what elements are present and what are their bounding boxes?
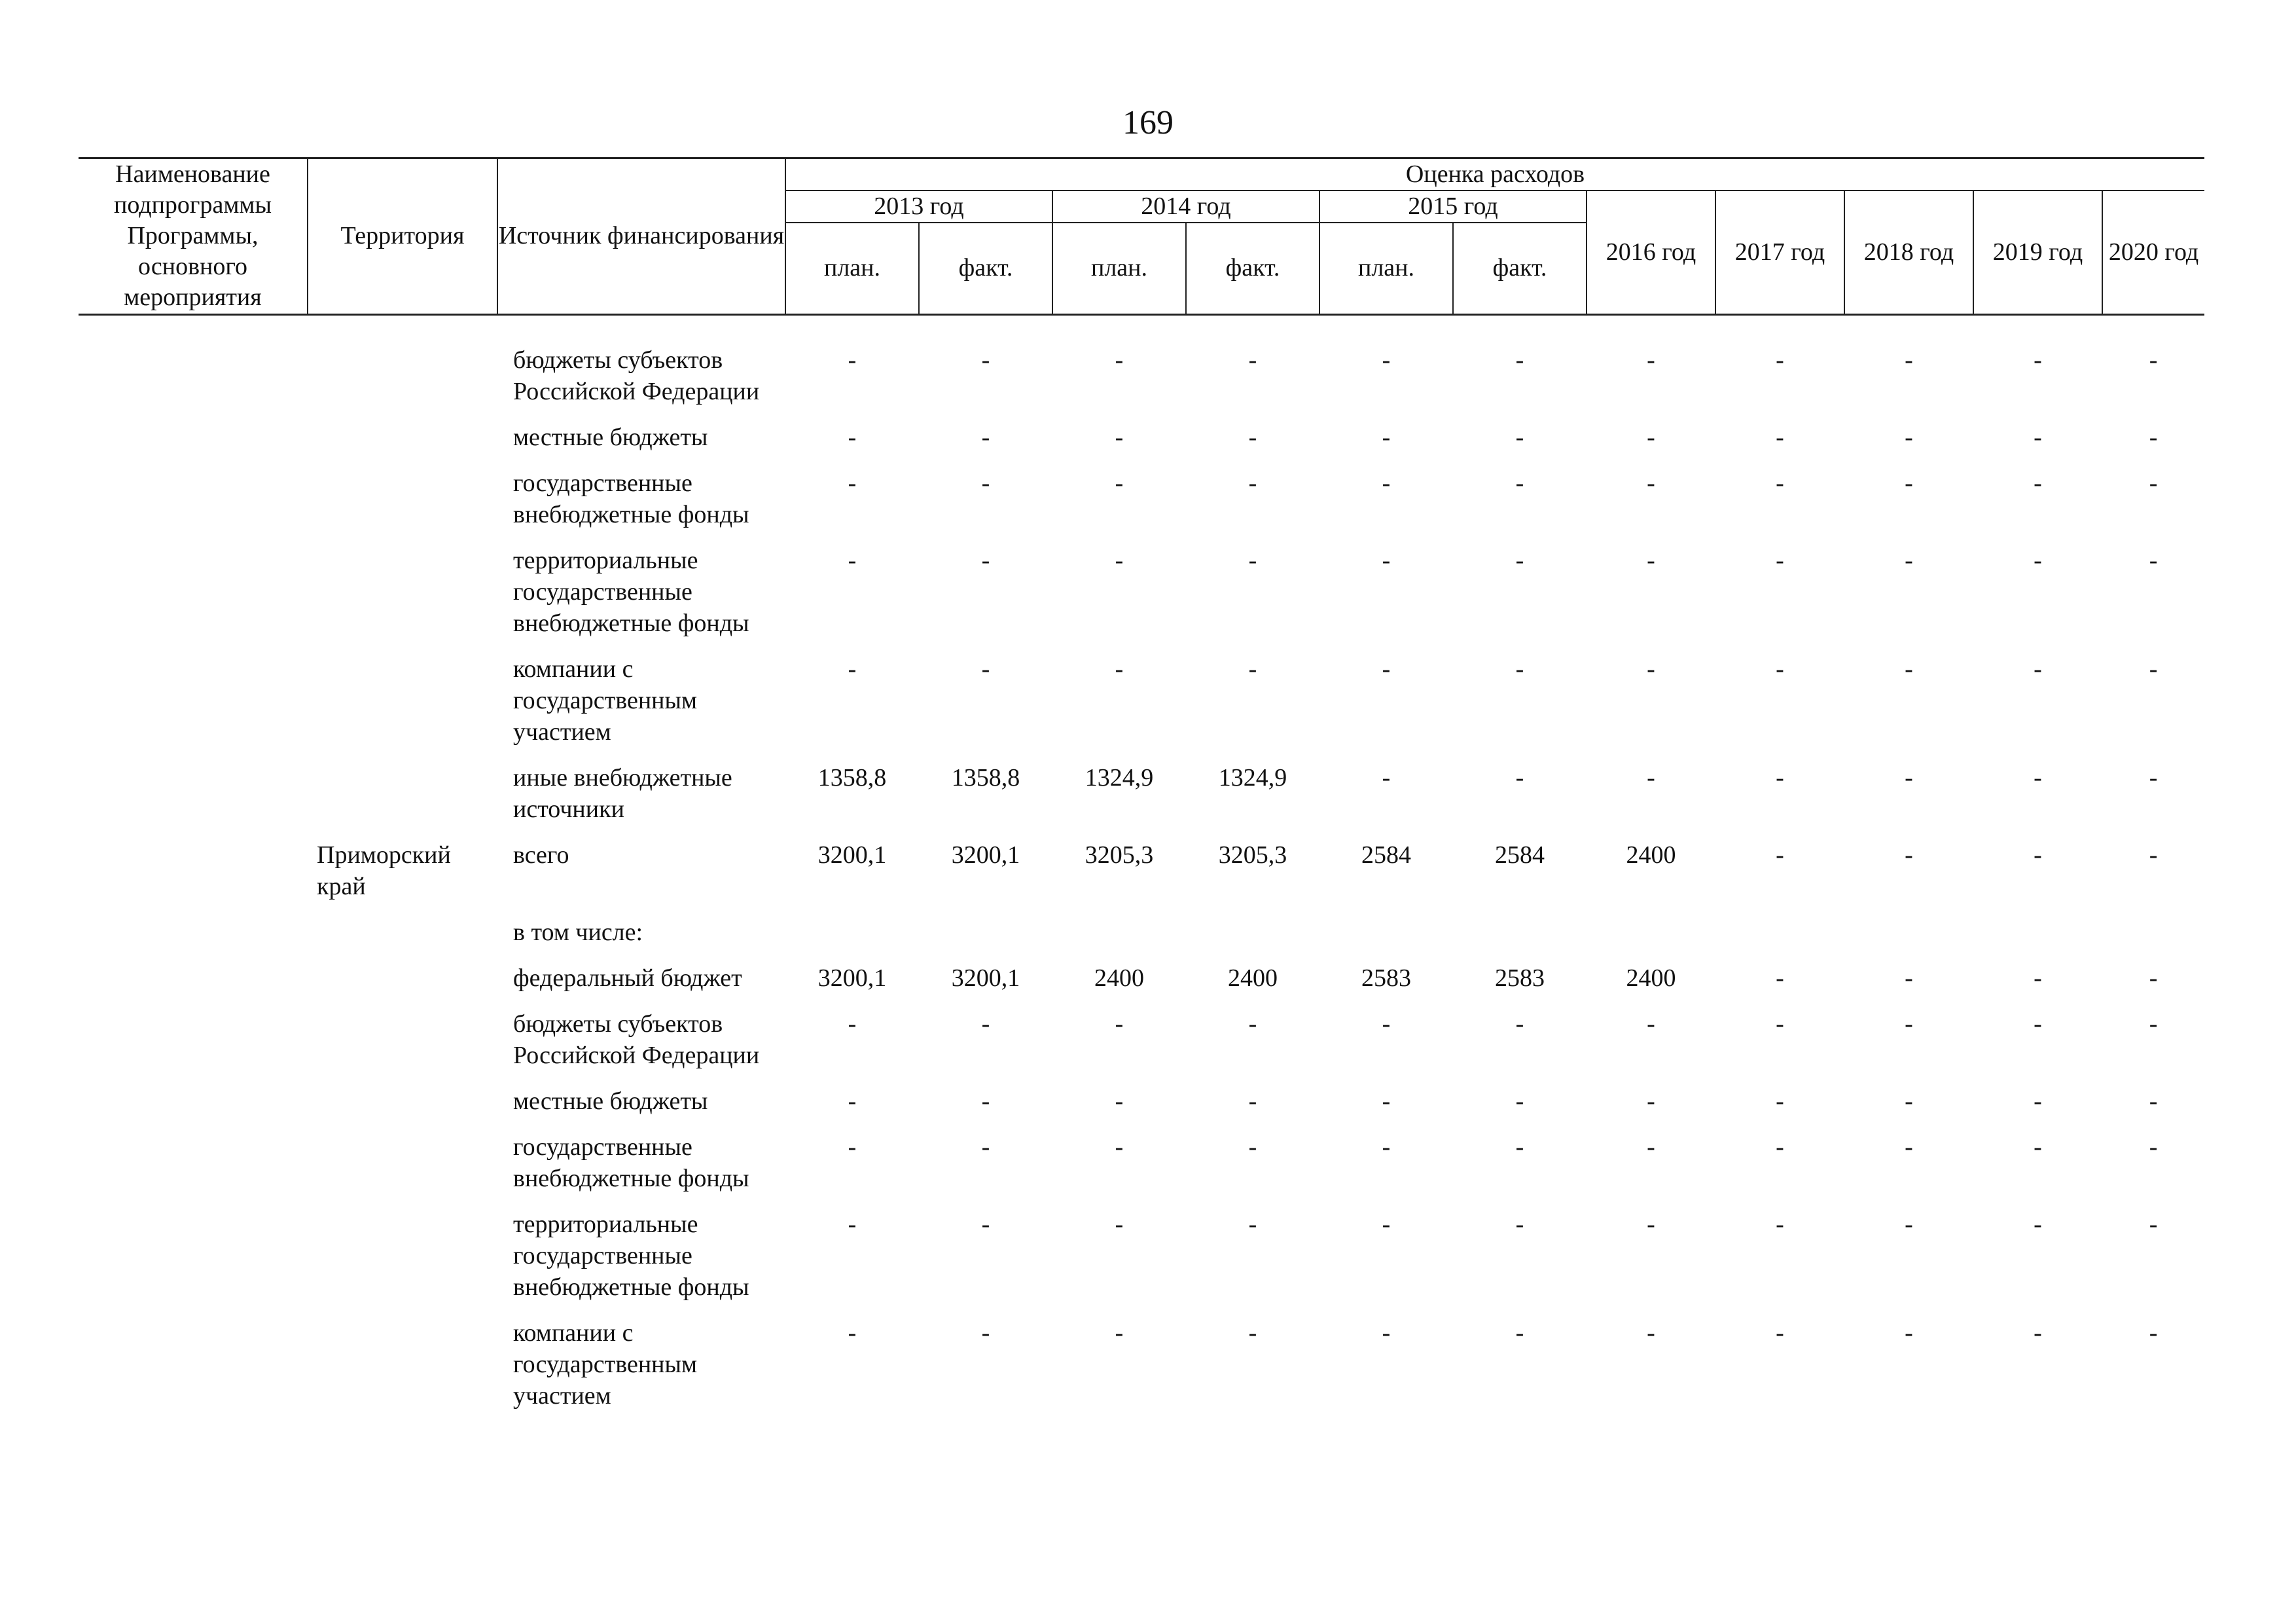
header-2015-plan: план. bbox=[1319, 223, 1453, 314]
amount-cell: - bbox=[1776, 763, 1784, 792]
amount-cell: - bbox=[1905, 1133, 1913, 1161]
amount-cell: - bbox=[848, 1319, 857, 1347]
amount-cell: 2584 bbox=[1495, 841, 1545, 869]
table-row bbox=[79, 653, 2204, 762]
territory-cell bbox=[308, 917, 497, 962]
amount-cell: - bbox=[2034, 655, 2042, 683]
amount-cell: - bbox=[2149, 469, 2158, 497]
territory-cell bbox=[308, 422, 497, 467]
amount-cell: - bbox=[1905, 841, 1913, 869]
territory-cell bbox=[308, 1131, 497, 1209]
amount-cell: - bbox=[2034, 423, 2042, 451]
amount-cell bbox=[785, 917, 919, 962]
program-name-cell bbox=[79, 762, 308, 839]
territory-cell bbox=[308, 1008, 497, 1085]
amount-cell: - bbox=[1647, 1087, 1655, 1115]
header-year-2014: 2014 год bbox=[1052, 191, 1319, 223]
amount-cell: - bbox=[2034, 1319, 2042, 1347]
amount-cell: - bbox=[1905, 346, 1913, 374]
amount-cell: - bbox=[1647, 1010, 1655, 1038]
amount-cell: - bbox=[2149, 841, 2158, 869]
amount-cell: 2583 bbox=[1361, 964, 1411, 992]
amount-cell: - bbox=[1115, 655, 1124, 683]
amount-cell: - bbox=[981, 469, 990, 497]
amount-cell: - bbox=[1382, 1010, 1391, 1038]
amount-cell: - bbox=[1776, 841, 1784, 869]
amount-cell: - bbox=[2149, 1010, 2158, 1038]
amount-cell: - bbox=[1515, 346, 1524, 374]
amount-cell: - bbox=[981, 1319, 990, 1347]
table-row bbox=[79, 422, 2204, 467]
amount-cell: - bbox=[1248, 1087, 1257, 1115]
territory-cell bbox=[308, 762, 497, 839]
amount-cell: - bbox=[981, 1010, 990, 1038]
amount-cell: - bbox=[1776, 423, 1784, 451]
amount-cell: - bbox=[1515, 1210, 1524, 1238]
territory-cell bbox=[308, 1209, 497, 1317]
header-year-2015: 2015 год bbox=[1319, 191, 1587, 223]
header-2013-fact: факт. bbox=[919, 223, 1052, 314]
amount-cell: - bbox=[1515, 546, 1524, 574]
amount-cell: - bbox=[848, 423, 857, 451]
amount-cell: - bbox=[1776, 469, 1784, 497]
amount-cell: - bbox=[1905, 964, 1913, 992]
amount-cell: - bbox=[2034, 1133, 2042, 1161]
amount-cell: 3200,1 bbox=[817, 964, 887, 992]
amount-cell: - bbox=[1647, 655, 1655, 683]
amount-cell: 2400 bbox=[1626, 841, 1676, 869]
funding-source-cell: всего bbox=[513, 841, 569, 869]
amount-cell: - bbox=[1382, 469, 1391, 497]
table-row bbox=[79, 1131, 2204, 1209]
amount-cell: - bbox=[1248, 1319, 1257, 1347]
amount-cell: - bbox=[981, 423, 990, 451]
amount-cell: - bbox=[1248, 469, 1257, 497]
amount-cell: - bbox=[848, 1133, 857, 1161]
amount-cell: - bbox=[848, 1087, 857, 1115]
amount-cell: - bbox=[1115, 1133, 1124, 1161]
table-header bbox=[79, 158, 2204, 315]
program-name-cell bbox=[79, 1085, 308, 1131]
table-row bbox=[79, 545, 2204, 653]
amount-cell: - bbox=[1248, 1210, 1257, 1238]
header-year-2020: 2020 год bbox=[2102, 191, 2204, 314]
amount-cell: - bbox=[1515, 1319, 1524, 1347]
funding-source-cell: компании с государственным участием bbox=[513, 1319, 698, 1410]
amount-cell bbox=[1319, 917, 1453, 962]
table-row bbox=[79, 762, 2204, 839]
amount-cell: - bbox=[1905, 1010, 1913, 1038]
amount-cell: - bbox=[981, 1087, 990, 1115]
amount-cell: - bbox=[1382, 763, 1391, 792]
amount-cell: - bbox=[1905, 1087, 1913, 1115]
amount-cell: - bbox=[1248, 546, 1257, 574]
amount-cell bbox=[1715, 917, 1844, 962]
program-name-cell bbox=[79, 422, 308, 467]
amount-cell: - bbox=[1515, 423, 1524, 451]
amount-cell: - bbox=[1515, 655, 1524, 683]
amount-cell: 1324,9 bbox=[1085, 763, 1154, 792]
funding-source-cell: в том числе: bbox=[513, 918, 643, 946]
amount-cell: - bbox=[1382, 423, 1391, 451]
amount-cell: - bbox=[2149, 964, 2158, 992]
page-number: 169 bbox=[1122, 104, 1174, 141]
financing-table-wrapper bbox=[79, 157, 2204, 1426]
amount-cell: 1358,8 bbox=[817, 763, 887, 792]
amount-cell: - bbox=[1515, 1087, 1524, 1115]
amount-cell: - bbox=[2034, 346, 2042, 374]
table-row bbox=[79, 917, 2204, 962]
amount-cell: - bbox=[2034, 964, 2042, 992]
amount-cell: - bbox=[2149, 546, 2158, 574]
amount-cell: - bbox=[981, 1133, 990, 1161]
amount-cell: - bbox=[1115, 1210, 1124, 1238]
amount-cell: - bbox=[2034, 841, 2042, 869]
program-name-cell bbox=[79, 962, 308, 1008]
amount-cell: - bbox=[848, 655, 857, 683]
amount-cell: - bbox=[1905, 1210, 1913, 1238]
funding-source-cell: местные бюджеты bbox=[513, 423, 708, 451]
amount-cell: - bbox=[1647, 1133, 1655, 1161]
funding-source-cell: территориальные государственные внебюджетные фонды bbox=[513, 1210, 749, 1301]
amount-cell: - bbox=[2149, 655, 2158, 683]
program-name-cell bbox=[79, 1131, 308, 1209]
program-name-cell bbox=[79, 653, 308, 762]
funding-source-cell: государственные внебюджетные фонды bbox=[513, 469, 749, 528]
amount-cell: - bbox=[1647, 1319, 1655, 1347]
amount-cell: - bbox=[1776, 1010, 1784, 1038]
amount-cell: - bbox=[1515, 763, 1524, 792]
territory-cell bbox=[308, 1085, 497, 1131]
program-name-cell bbox=[79, 545, 308, 653]
amount-cell: - bbox=[1905, 423, 1913, 451]
table-row bbox=[79, 962, 2204, 1008]
header-program-name: Наименование подпрограммы Программы, основного мероприятия bbox=[79, 158, 308, 315]
table-body bbox=[79, 314, 2204, 1426]
funding-source-cell: федеральный бюджет bbox=[513, 964, 742, 992]
territory-cell: Приморский край bbox=[317, 841, 451, 900]
amount-cell: - bbox=[2034, 1087, 2042, 1115]
table-row bbox=[79, 1008, 2204, 1085]
funding-source-cell: бюджеты субъектов Российской Федерации bbox=[513, 1010, 760, 1069]
amount-cell: 3200,1 bbox=[817, 841, 887, 869]
amount-cell: - bbox=[1776, 1133, 1784, 1161]
header-source: Источник финансирования bbox=[497, 158, 785, 315]
amount-cell: - bbox=[1776, 655, 1784, 683]
program-name-cell bbox=[79, 1008, 308, 1085]
financing-table bbox=[79, 157, 2204, 1426]
amount-cell: - bbox=[1905, 546, 1913, 574]
amount-cell: - bbox=[981, 346, 990, 374]
amount-cell: 2400 bbox=[1626, 964, 1676, 992]
amount-cell: - bbox=[1248, 423, 1257, 451]
amount-cell: - bbox=[2149, 423, 2158, 451]
amount-cell: - bbox=[1905, 763, 1913, 792]
table-row bbox=[79, 1317, 2204, 1426]
header-year-2013: 2013 год bbox=[785, 191, 1052, 223]
header-2014-plan: план. bbox=[1052, 223, 1186, 314]
table-row bbox=[79, 1209, 2204, 1317]
table-row bbox=[79, 467, 2204, 545]
amount-cell: - bbox=[1647, 546, 1655, 574]
amount-cell: - bbox=[1382, 1133, 1391, 1161]
amount-cell: - bbox=[1382, 655, 1391, 683]
amount-cell: - bbox=[1905, 1319, 1913, 1347]
header-2015-fact: факт. bbox=[1453, 223, 1587, 314]
program-name-cell bbox=[79, 839, 308, 917]
amount-cell: 1358,8 bbox=[951, 763, 1020, 792]
amount-cell: 3200,1 bbox=[951, 964, 1020, 992]
amount-cell: - bbox=[2034, 763, 2042, 792]
amount-cell: - bbox=[981, 655, 990, 683]
amount-cell bbox=[1052, 917, 1186, 962]
header-year-2016: 2016 год bbox=[1587, 191, 1715, 314]
amount-cell: - bbox=[1382, 546, 1391, 574]
amount-cell: - bbox=[1515, 469, 1524, 497]
territory-cell bbox=[308, 545, 497, 653]
territory-cell bbox=[308, 1317, 497, 1426]
header-year-2018: 2018 год bbox=[1844, 191, 1973, 314]
amount-cell: - bbox=[848, 346, 857, 374]
table-row bbox=[79, 1085, 2204, 1131]
amount-cell: - bbox=[1905, 469, 1913, 497]
funding-source-cell: компании с государственным участием bbox=[513, 655, 698, 746]
amount-cell: - bbox=[1515, 1133, 1524, 1161]
amount-cell: - bbox=[848, 546, 857, 574]
amount-cell: 2583 bbox=[1495, 964, 1545, 992]
amount-cell: 3205,3 bbox=[1218, 841, 1287, 869]
amount-cell: - bbox=[1776, 1087, 1784, 1115]
program-name-cell bbox=[79, 1209, 308, 1317]
amount-cell: - bbox=[1776, 1210, 1784, 1238]
funding-source-cell: местные бюджеты bbox=[513, 1087, 708, 1115]
amount-cell: 2400 bbox=[1094, 964, 1144, 992]
table-row bbox=[79, 839, 2204, 917]
amount-cell: - bbox=[1905, 655, 1913, 683]
amount-cell bbox=[2102, 917, 2204, 962]
amount-cell: - bbox=[848, 1210, 857, 1238]
amount-cell: - bbox=[1115, 1010, 1124, 1038]
amount-cell: - bbox=[1115, 346, 1124, 374]
amount-cell: - bbox=[1382, 1210, 1391, 1238]
amount-cell: - bbox=[848, 469, 857, 497]
amount-cell: - bbox=[1115, 423, 1124, 451]
amount-cell: - bbox=[1248, 346, 1257, 374]
amount-cell: - bbox=[1647, 1210, 1655, 1238]
amount-cell: - bbox=[1248, 655, 1257, 683]
amount-cell: 3205,3 bbox=[1085, 841, 1154, 869]
amount-cell: - bbox=[2149, 1210, 2158, 1238]
amount-cell: 3200,1 bbox=[951, 841, 1020, 869]
amount-cell: - bbox=[1115, 1319, 1124, 1347]
header-territory: Территория bbox=[308, 158, 497, 315]
amount-cell bbox=[1844, 917, 1973, 962]
program-name-cell bbox=[79, 467, 308, 545]
program-name-cell bbox=[79, 917, 308, 962]
territory-cell bbox=[308, 962, 497, 1008]
amount-cell: - bbox=[1115, 546, 1124, 574]
amount-cell: - bbox=[1515, 1010, 1524, 1038]
amount-cell: - bbox=[981, 1210, 990, 1238]
program-name-cell bbox=[79, 1317, 308, 1426]
amount-cell: - bbox=[2149, 1087, 2158, 1115]
amount-cell bbox=[919, 917, 1052, 962]
amount-cell: - bbox=[2149, 1133, 2158, 1161]
amount-cell: - bbox=[2034, 469, 2042, 497]
amount-cell bbox=[1453, 917, 1587, 962]
amount-cell: - bbox=[1382, 1087, 1391, 1115]
header-year-2019: 2019 год bbox=[1973, 191, 2102, 314]
amount-cell: - bbox=[1647, 763, 1655, 792]
header-expenditure-estimate: Оценка расходов bbox=[785, 158, 2204, 191]
amount-cell: - bbox=[2034, 1010, 2042, 1038]
amount-cell: - bbox=[1248, 1010, 1257, 1038]
funding-source-cell: бюджеты субъектов Российской Федерации bbox=[513, 346, 760, 405]
funding-source-cell: государственные внебюджетные фонды bbox=[513, 1133, 749, 1192]
amount-cell: - bbox=[1776, 1319, 1784, 1347]
amount-cell bbox=[1973, 917, 2102, 962]
amount-cell: - bbox=[2149, 346, 2158, 374]
amount-cell: 2584 bbox=[1361, 841, 1411, 869]
amount-cell: - bbox=[1647, 469, 1655, 497]
amount-cell: - bbox=[2034, 1210, 2042, 1238]
amount-cell: - bbox=[981, 546, 990, 574]
amount-cell: - bbox=[1647, 423, 1655, 451]
amount-cell: - bbox=[1382, 1319, 1391, 1347]
amount-cell: - bbox=[2149, 763, 2158, 792]
territory-cell bbox=[308, 314, 497, 422]
amount-cell: - bbox=[1115, 469, 1124, 497]
amount-cell: - bbox=[1776, 346, 1784, 374]
amount-cell bbox=[1587, 917, 1715, 962]
amount-cell: - bbox=[1382, 346, 1391, 374]
amount-cell: - bbox=[2149, 1319, 2158, 1347]
amount-cell: - bbox=[1776, 546, 1784, 574]
header-year-2017: 2017 год bbox=[1715, 191, 1844, 314]
funding-source-cell: иные внебюджетные источники bbox=[513, 763, 732, 823]
territory-cell bbox=[308, 467, 497, 545]
header-2014-fact: факт. bbox=[1186, 223, 1319, 314]
amount-cell: 2400 bbox=[1228, 964, 1278, 992]
amount-cell: 1324,9 bbox=[1218, 763, 1287, 792]
amount-cell bbox=[1186, 917, 1319, 962]
amount-cell: - bbox=[2034, 546, 2042, 574]
amount-cell: - bbox=[1647, 346, 1655, 374]
funding-source-cell: территориальные государственные внебюджетные фонды bbox=[513, 546, 749, 637]
amount-cell: - bbox=[1115, 1087, 1124, 1115]
territory-cell bbox=[308, 653, 497, 762]
header-2013-plan: план. bbox=[785, 223, 919, 314]
amount-cell: - bbox=[1776, 964, 1784, 992]
amount-cell: - bbox=[848, 1010, 857, 1038]
amount-cell: - bbox=[1248, 1133, 1257, 1161]
table-row bbox=[79, 314, 2204, 422]
program-name-cell bbox=[79, 314, 308, 422]
